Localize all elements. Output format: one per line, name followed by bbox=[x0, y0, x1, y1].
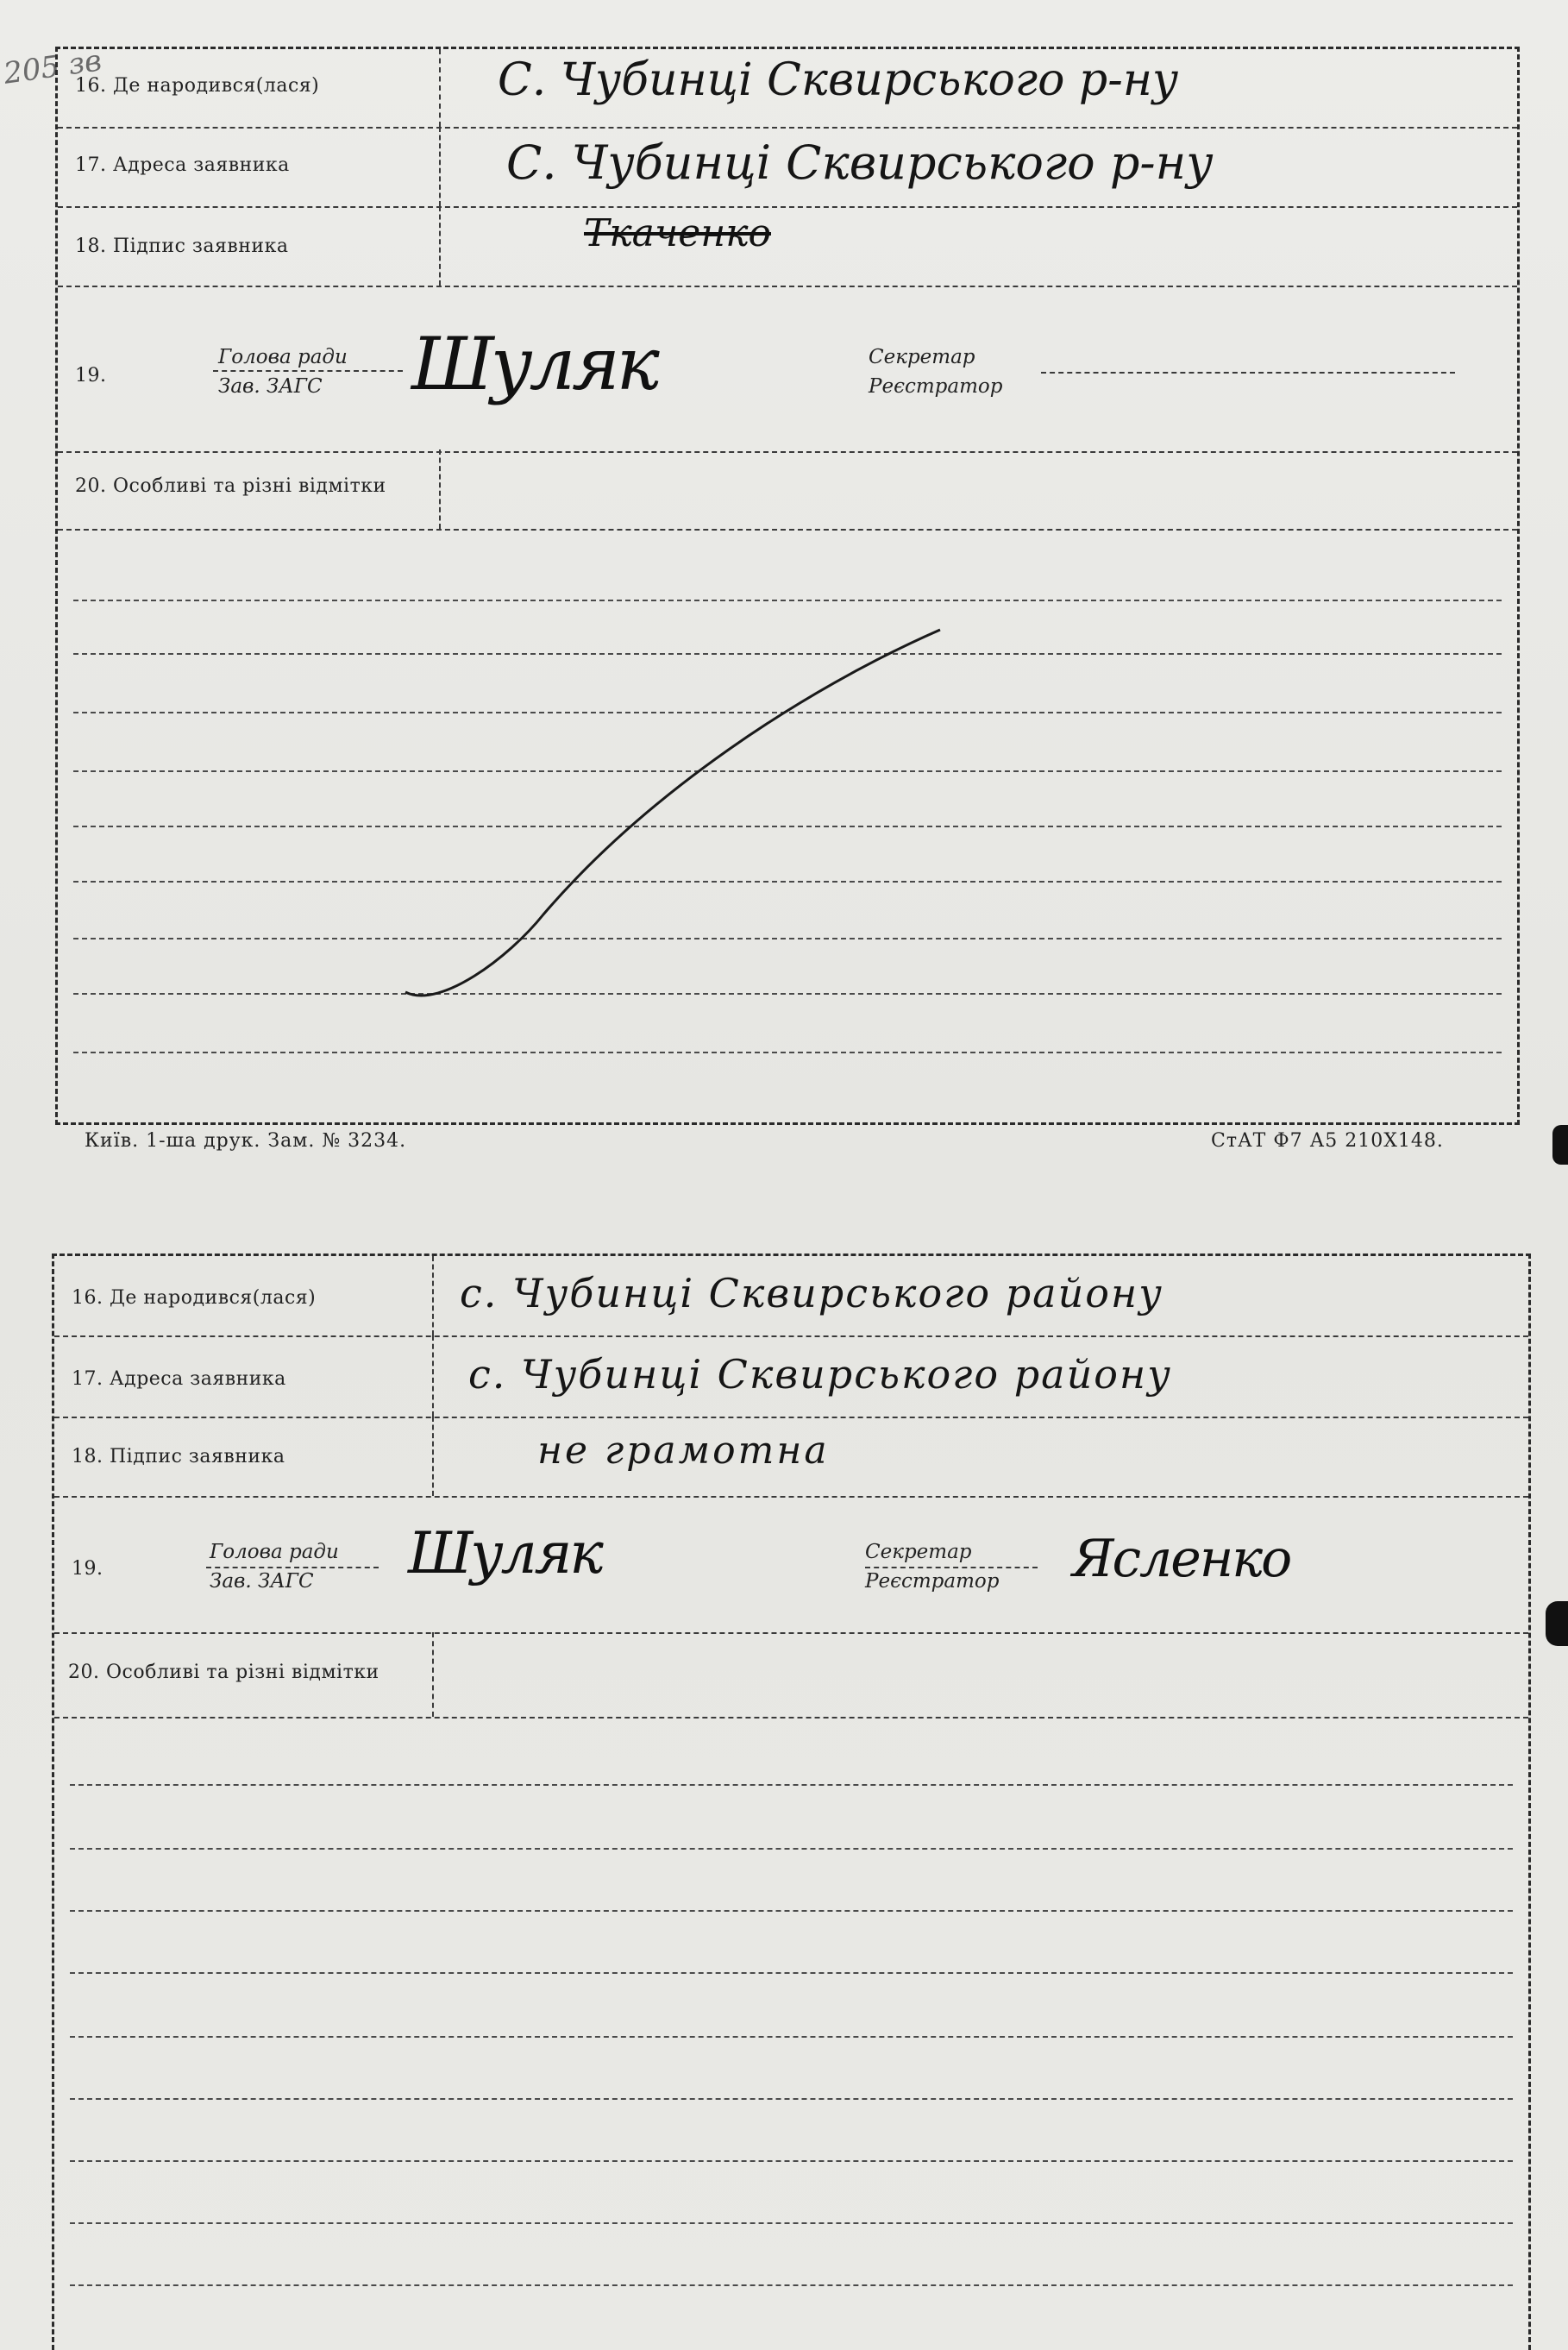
notes-label: 20. Особливі та різні відмітки bbox=[75, 475, 386, 497]
bottom-registration-form bbox=[52, 1254, 1531, 2350]
notes-row bbox=[54, 1632, 1528, 1719]
registry-head-title: Зав. ЗАГС bbox=[218, 375, 323, 398]
secretary-titles bbox=[869, 342, 1002, 401]
address-row bbox=[54, 1335, 1528, 1418]
birthplace-row bbox=[54, 1256, 1528, 1337]
officials-row-number: 19. bbox=[75, 365, 107, 386]
binding-mark bbox=[1546, 1601, 1568, 1646]
birthplace-row bbox=[58, 49, 1517, 129]
birthplace-label: 16. Де народився(лася) bbox=[75, 75, 320, 97]
address-row bbox=[58, 127, 1517, 208]
applicant-signature-label: 18. Підпис заявника bbox=[72, 1446, 285, 1467]
applicant-signature-label: 18. Підпис заявника bbox=[75, 236, 289, 257]
secretary-title: Секретар bbox=[869, 346, 975, 368]
chair-title: Голова ради bbox=[210, 1541, 339, 1563]
notes-label: 20. Особливі та різні відмітки bbox=[68, 1662, 379, 1683]
birthplace-value: с. Чубинці Сквирського району bbox=[460, 1270, 1163, 1316]
officials-row bbox=[58, 286, 1517, 453]
secretary-signature: Ясленко bbox=[1072, 1529, 1291, 1589]
applicant-signature-row bbox=[54, 1417, 1528, 1498]
birthplace-label: 16. Де народився(лася) bbox=[72, 1287, 317, 1309]
address-value: с. Чубинці Сквирського району bbox=[468, 1351, 1172, 1398]
chair-signature: Шуляк bbox=[408, 1520, 601, 1587]
address-value: С. Чубинці Сквирського р-ну bbox=[506, 135, 1214, 190]
top-registration-form bbox=[55, 47, 1520, 1125]
registry-head-title: Зав. ЗАГС bbox=[210, 1570, 314, 1593]
birthplace-value: С. Чубинці Сквирського р-ну bbox=[498, 54, 1179, 106]
chair-title: Голова ради bbox=[218, 346, 348, 368]
address-label: 17. Адреса заявника bbox=[72, 1368, 286, 1390]
binding-mark bbox=[1552, 1125, 1568, 1165]
chair-signature: Шуляк bbox=[411, 322, 656, 406]
officials-row-number: 19. bbox=[72, 1558, 103, 1580]
applicant-signature-row bbox=[58, 206, 1517, 286]
address-label: 17. Адреса заявника bbox=[75, 154, 290, 176]
chair-titles bbox=[218, 342, 348, 401]
printer-imprint: Київ. 1-ша друк. Зам. № 3234. bbox=[85, 1130, 407, 1152]
archive-page-number: 205 зв bbox=[1, 43, 104, 91]
notes-row bbox=[58, 449, 1517, 531]
secretary-title: Секретар bbox=[865, 1541, 972, 1563]
registrar-title: Реєстратор bbox=[865, 1570, 1000, 1593]
officials-row bbox=[54, 1496, 1528, 1634]
applicant-signature: Ткаченко bbox=[584, 211, 772, 255]
registrar-title: Реєстратор bbox=[869, 375, 1003, 398]
applicant-illiterate-note: не грамотна bbox=[537, 1429, 830, 1473]
form-code: СтАТ Ф7 А5 210X148. bbox=[1211, 1130, 1444, 1152]
